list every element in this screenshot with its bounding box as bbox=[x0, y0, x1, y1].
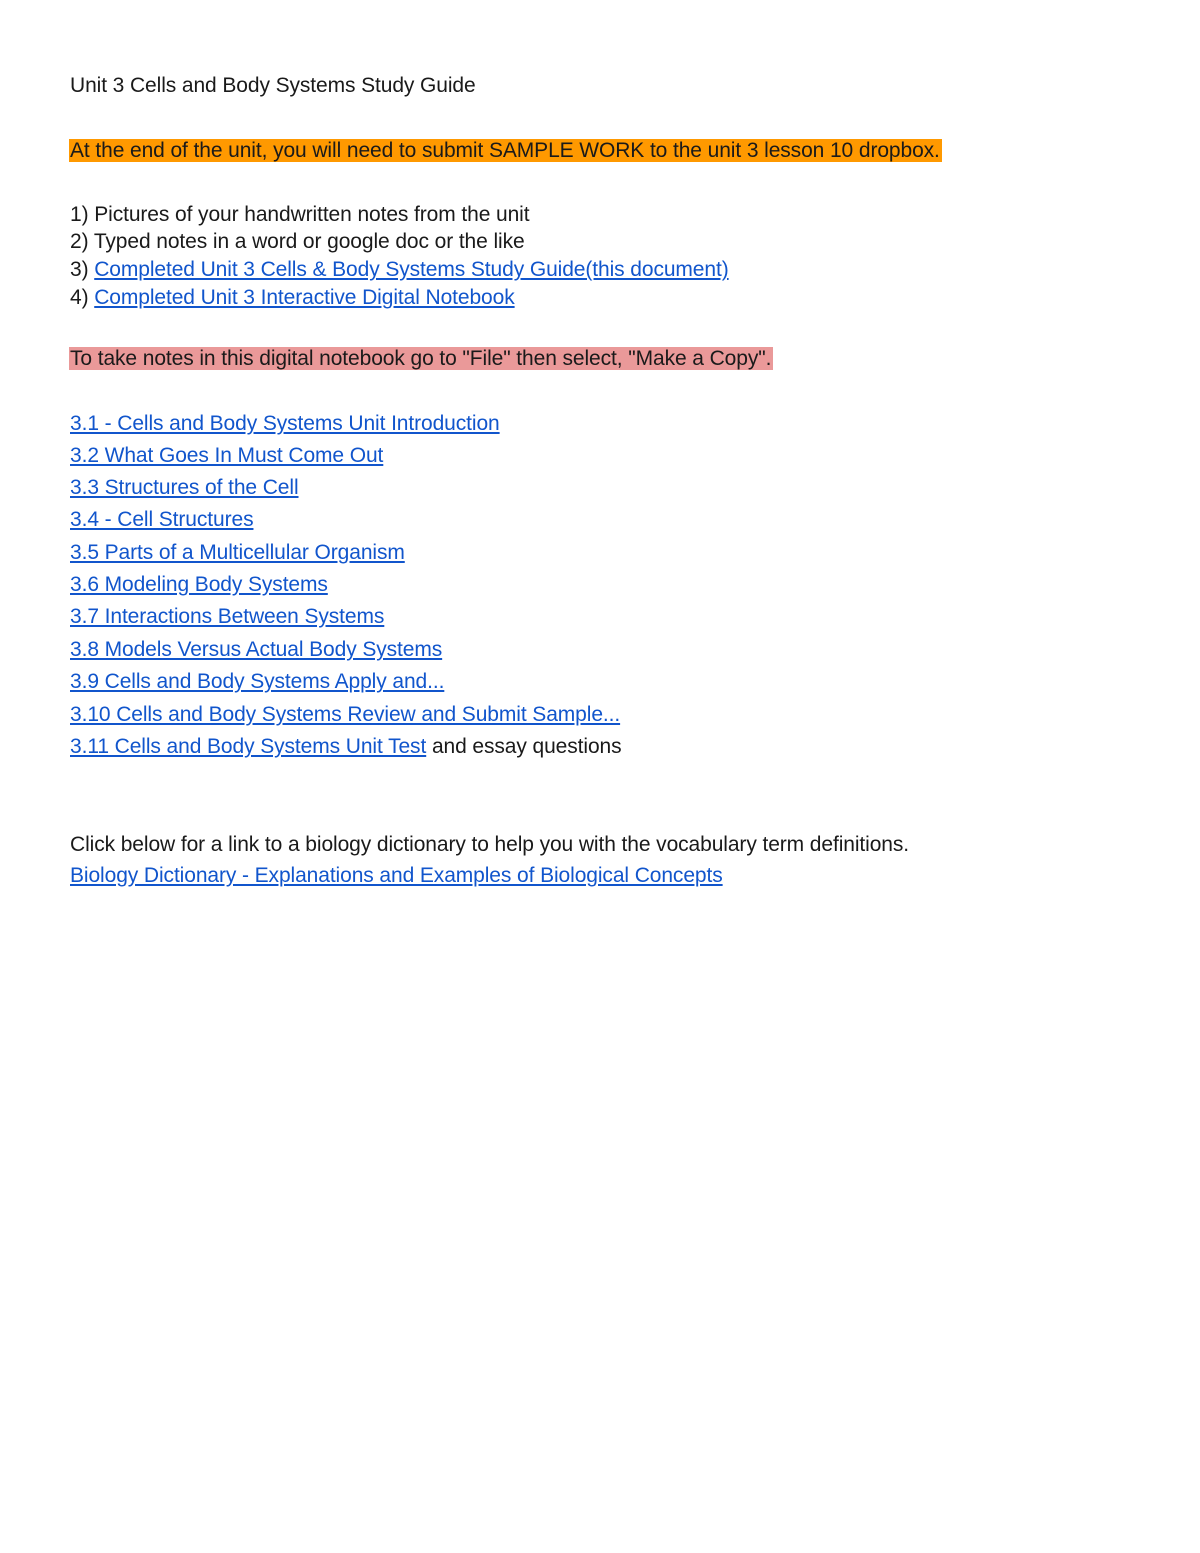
document-title-text: Unit 3 Cells and Body Systems Study Guide bbox=[70, 74, 476, 97]
lesson-link-row bbox=[70, 734, 622, 760]
lesson-link-3-2[interactable]: 3.2 What Goes In Must Come Out bbox=[70, 444, 384, 467]
lesson-link-row bbox=[70, 572, 328, 598]
list-number: 3) bbox=[70, 258, 95, 281]
lesson-link-3-6[interactable]: 3.6 Modeling Body Systems bbox=[70, 573, 328, 596]
biology-dictionary-link[interactable]: Biology Dictionary - Explanations and Examples of Biological Concepts bbox=[70, 864, 723, 887]
document-title bbox=[70, 73, 476, 99]
sample-work-item-2 bbox=[70, 229, 525, 255]
dictionary-intro-text: Click below for a link to a biology dictionary to help you with the vocabulary term definitions. bbox=[70, 833, 909, 856]
lesson-link-3-9[interactable]: 3.9 Cells and Body Systems Apply and... bbox=[70, 670, 445, 693]
sample-work-item-4 bbox=[70, 285, 515, 311]
lesson-link-3-5[interactable]: 3.5 Parts of a Multicellular Organism bbox=[70, 541, 405, 564]
lesson-link-row bbox=[70, 411, 500, 437]
lesson-link-3-3[interactable]: 3.3 Structures of the Cell bbox=[70, 476, 299, 499]
lesson-link-row bbox=[70, 604, 384, 630]
list-number: 4) bbox=[70, 286, 95, 309]
copy-instruction bbox=[70, 346, 773, 372]
digital-notebook-link[interactable]: Completed Unit 3 Interactive Digital Notebook bbox=[94, 286, 515, 309]
lesson-link-suffix: and essay questions bbox=[426, 735, 622, 758]
list-number: 1) bbox=[70, 203, 95, 226]
sample-work-notice-text: At the end of the unit, you will need to submit SAMPLE WORK to the unit 3 lesson 10 dropbox. bbox=[70, 139, 940, 162]
lesson-link-3-11[interactable]: 3.11 Cells and Body Systems Unit Test bbox=[70, 735, 427, 758]
dictionary-link-row bbox=[70, 863, 723, 889]
dictionary-intro bbox=[70, 832, 909, 858]
lesson-link-3-7[interactable]: 3.7 Interactions Between Systems bbox=[70, 605, 385, 628]
sample-work-item-3 bbox=[70, 257, 729, 283]
lesson-link-3-10[interactable]: 3.10 Cells and Body Systems Review and Submit Sample... bbox=[70, 703, 621, 726]
lesson-link-3-4[interactable]: 3.4 - Cell Structures bbox=[70, 508, 254, 531]
lesson-link-row bbox=[70, 669, 444, 695]
lesson-link-row bbox=[70, 702, 620, 728]
lesson-link-3-8[interactable]: 3.8 Models Versus Actual Body Systems bbox=[70, 638, 443, 661]
copy-instruction-text: To take notes in this digital notebook go to "File" then select, "Make a Copy". bbox=[70, 347, 772, 370]
list-number: 2) bbox=[70, 230, 94, 253]
lesson-link-row bbox=[70, 443, 383, 469]
lesson-link-row bbox=[70, 475, 299, 501]
sample-work-notice bbox=[70, 138, 942, 164]
sample-work-item-1 bbox=[70, 202, 529, 228]
list-item-text: Pictures of your handwritten notes from the unit bbox=[94, 203, 530, 226]
lesson-link-3-1[interactable]: 3.1 - Cells and Body Systems Unit Introduction bbox=[70, 412, 500, 435]
lesson-link-row bbox=[70, 507, 253, 533]
list-item-text: Typed notes in a word or google doc or the like bbox=[93, 230, 525, 253]
lesson-link-row bbox=[70, 637, 442, 663]
study-guide-link[interactable]: Completed Unit 3 Cells & Body Systems Study Guide(this document) bbox=[94, 258, 729, 281]
lesson-link-row bbox=[70, 540, 405, 566]
